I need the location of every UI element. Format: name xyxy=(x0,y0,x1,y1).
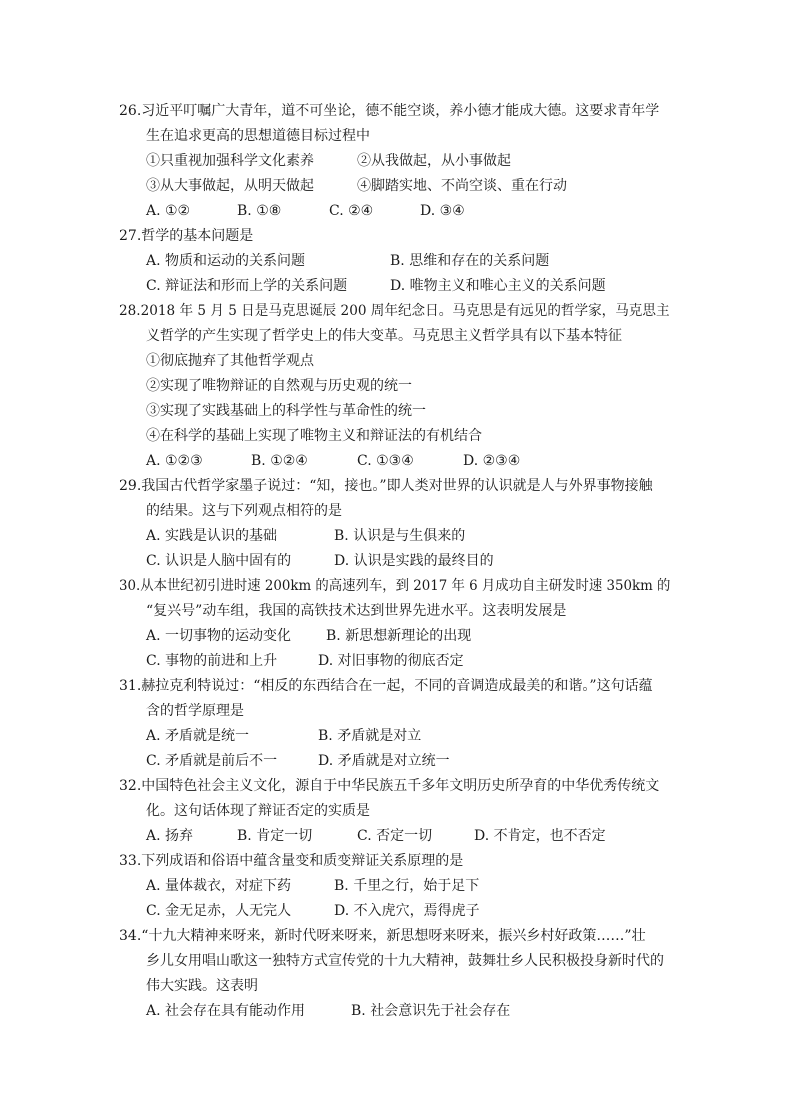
q29-option-a: A. 实践是认识的基础 xyxy=(146,528,278,544)
q29-option-b: B. 认识是与生俱来的 xyxy=(334,528,466,544)
q32-option-a: A. 扬弃 xyxy=(146,828,194,844)
q26-statement-1: ①只重视加强科学文化素养 xyxy=(146,153,314,169)
q26-stem-line-2: 生在追求更高的思想道德目标过程中 xyxy=(146,128,370,144)
q27-option-d: D. 唯物主义和唯心主义的关系问题 xyxy=(390,278,606,294)
q29-option-d: D. 认识是实践的最终目的 xyxy=(334,553,494,569)
q34-stem-line-2: 乡儿女用唱山歌这一独特方式宣传党的十九大精神，鼓舞壮乡人民积极投身新时代的 xyxy=(146,953,664,969)
q26-statement-3: ③从大事做起，从明天做起 xyxy=(146,178,314,194)
q26-option-a: A. ①② xyxy=(146,203,191,219)
q34-stem-line-1: 34.“十九大精神来呀来，新时代呀来呀来，新思想呀来呀来，振兴乡村好政策……”壮 xyxy=(119,928,646,944)
q29-stem-line-2: 的结果。这与下列观点相符的是 xyxy=(146,503,342,519)
q29-stem-line-1: 29.我国古代哲学家墨子说过：“知，接也。”即人类对世界的认识就是人与外界事物接触 xyxy=(119,478,653,494)
q32-option-c: C. 否定一切 xyxy=(357,828,433,844)
q30-option-a: A. 一切事物的运动变化 xyxy=(146,628,292,644)
q26-option-b: B. ①⑧ xyxy=(237,203,282,219)
q28-statement-3: ③实现了实践基础上的科学性与革命性的统一 xyxy=(146,403,426,419)
q31-stem-line-2: 含的哲学原理是 xyxy=(146,703,244,719)
q28-stem-line-2: 义哲学的产生实现了哲学史上的伟大变革。马克思主义哲学具有以下基本特征 xyxy=(146,328,622,344)
q30-option-c: C. 事物的前进和上升 xyxy=(146,653,278,669)
q33-option-c: C. 金无足赤，人无完人 xyxy=(146,903,292,919)
q26-statement-2: ②从我做起，从小事做起 xyxy=(357,153,511,169)
q29-option-c: C. 认识是人脑中固有的 xyxy=(146,553,292,569)
q28-statement-4: ④在科学的基础上实现了唯物主义和辩证法的有机结合 xyxy=(146,428,482,444)
q34-option-a: A. 社会存在具有能动作用 xyxy=(146,1003,306,1019)
q34-stem-line-3: 伟大实践。这表明 xyxy=(146,978,258,994)
q31-stem-line-1: 31.赫拉克利特说过：“相反的东西结合在一起，不同的音调造成最美的和谐。”这句话蕴 xyxy=(119,678,653,694)
q33-option-b: B. 千里之行，始于足下 xyxy=(334,878,480,894)
q32-option-b: B. 肯定一切 xyxy=(237,828,313,844)
q31-option-b: B. 矛盾就是对立 xyxy=(318,728,422,744)
q27-stem-line-1: 27.哲学的基本问题是 xyxy=(119,228,254,244)
q27-option-b: B. 思维和存在的关系问题 xyxy=(390,253,550,269)
q28-option-d: D. ②③④ xyxy=(463,453,521,469)
q27-option-a: A. 物质和运动的关系问题 xyxy=(146,253,306,269)
q33-option-d: D. 不入虎穴，焉得虎子 xyxy=(334,903,480,919)
q26-option-c: C. ②④ xyxy=(329,203,374,219)
q32-stem-line-1: 32.中国特色社会主义文化，源自于中华民族五千多年文明历史所孕育的中华优秀传统文 xyxy=(119,778,660,794)
q30-option-b: B. 新思想新理论的出现 xyxy=(326,628,472,644)
q27-option-c: C. 辩证法和形而上学的关系问题 xyxy=(146,278,348,294)
q30-stem-line-2: “复兴号”动车组，我国的高铁技术达到世界先进水平。这表明发展是 xyxy=(146,603,567,619)
q28-option-c: C. ①③④ xyxy=(357,453,414,469)
q32-stem-line-2: 化。这句话体现了辩证否定的实质是 xyxy=(146,803,370,819)
q31-option-c: C. 矛盾就是前后不一 xyxy=(146,753,278,769)
q26-option-d: D. ③④ xyxy=(420,203,465,219)
q30-stem-line-1: 30.从本世纪初引进时速 200km 的高速列车，到 2017 年 6 月成功自主研发时速 350km 的 xyxy=(119,578,671,594)
q33-stem-line-1: 33.下列成语和俗语中蕴含量变和质变辩证关系原理的是 xyxy=(119,853,464,869)
q31-option-d: D. 矛盾就是对立统一 xyxy=(318,753,450,769)
q28-option-a: A. ①②③ xyxy=(146,453,203,469)
q30-option-d: D. 对旧事物的彻底否定 xyxy=(318,653,464,669)
q34-option-b: B. 社会意识先于社会存在 xyxy=(351,1003,511,1019)
q33-option-a: A. 量体裁衣，对症下药 xyxy=(146,878,292,894)
q26-statement-4: ④脚踏实地、不尚空谈、重在行动 xyxy=(357,178,567,194)
q28-statement-1: ①彻底抛弃了其他哲学观点 xyxy=(146,353,314,369)
q26-stem-line-1: 26.习近平叮嘱广大青年，道不可坐论，德不能空谈，养小德才能成大德。这要求青年学 xyxy=(119,103,660,119)
q28-stem-line-1: 28.2018 年 5 月 5 日是马克思诞辰 200 周年纪念日。马克思是有远见的哲学家，马克思主 xyxy=(119,303,670,319)
q32-option-d: D. 不肯定，也不否定 xyxy=(474,828,606,844)
q28-option-b: B. ①②④ xyxy=(251,453,308,469)
q31-option-a: A. 矛盾就是统一 xyxy=(146,728,250,744)
q28-statement-2: ②实现了唯物辩证的自然观与历史观的统一 xyxy=(146,378,412,394)
